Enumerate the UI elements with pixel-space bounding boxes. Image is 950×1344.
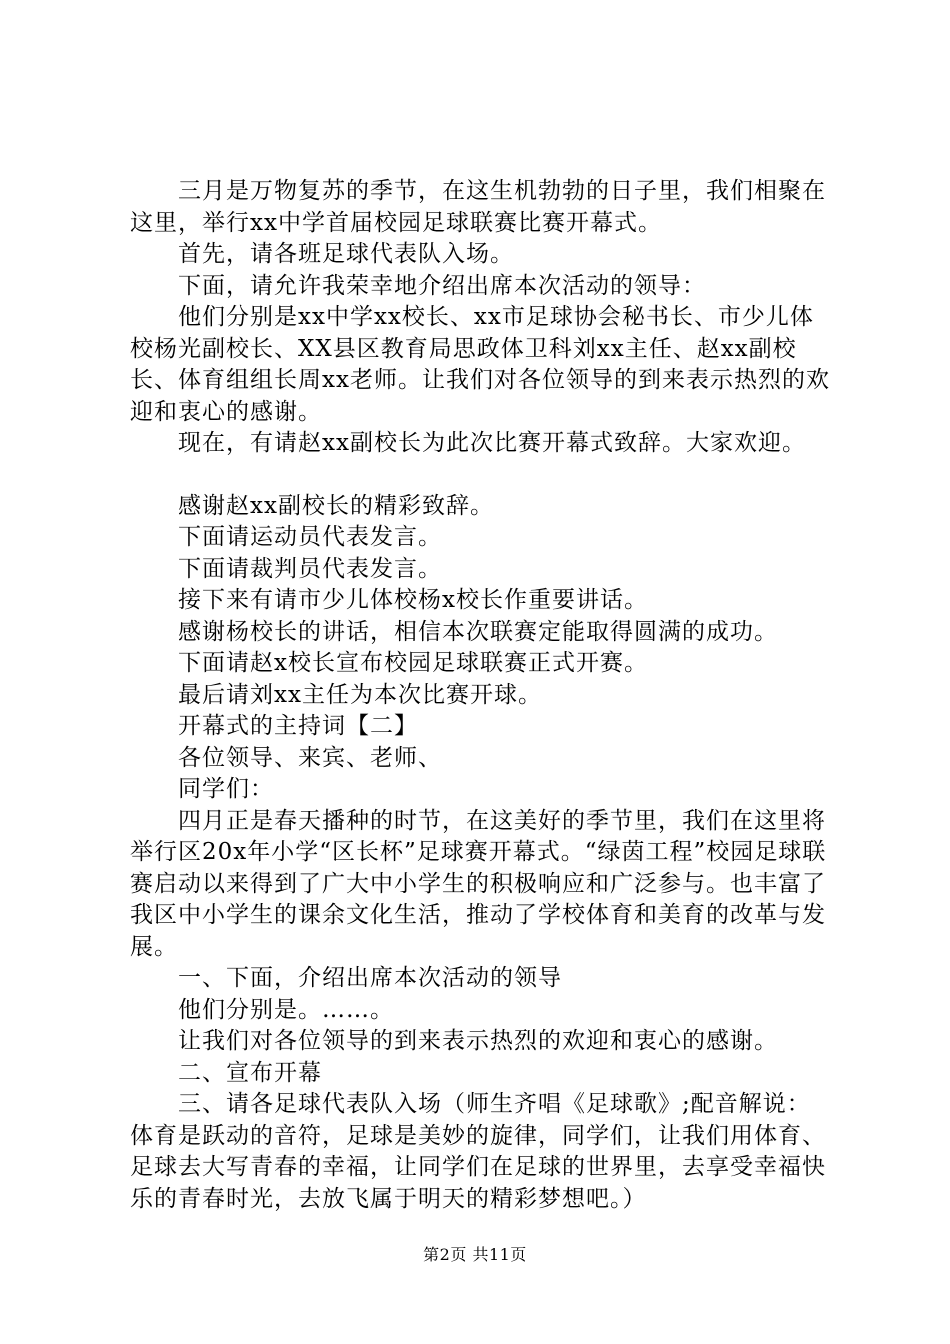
- paragraph-referee-rep: 下面请裁判员代表发言。: [178, 555, 442, 582]
- paragraph-speech-invite: 现在，有请赵xx副校长为此次比赛开幕式致辞。大家欢迎。: [178, 430, 806, 456]
- paragraph-item-three: 三、请各足球代表队入场（师生齐唱《足球歌》;配音解说：体育是跃动的音符，足球是美妙的旋律，同学们，让我们用体育、足球去大写青春的幸福，让同学们在足球的世界里，去享受幸福快乐的青春时光，去放飞属于明天的精彩梦想吧。）: [130, 1091, 826, 1212]
- document-body: [130, 176, 830, 1215]
- paragraph-intro: 三月是万物复苏的季节，在这生机勃勃的日子里，我们相聚在这里，举行xx中学首届校园足球联赛比赛开幕式。: [130, 178, 826, 236]
- paragraph-athlete-rep: 下面请运动员代表发言。: [178, 524, 442, 550]
- paragraph-teams-enter: 首先，请各班足球代表队入场。: [178, 241, 514, 267]
- page-number-footer: 第2页 共11页: [423, 1245, 527, 1264]
- paragraph-announce-start: 下面请赵x校长宣布校园足球联赛正式开赛。: [178, 650, 648, 676]
- paragraph-thanks-speech: 感谢赵xx副校长的精彩致辞。: [178, 492, 494, 519]
- paragraph-item-one: 一、下面，介绍出席本次活动的领导: [178, 965, 562, 991]
- paragraph-thanks-principal: 感谢杨校长的讲话，相信本次联赛定能取得圆满的成功。: [178, 618, 778, 645]
- paragraph-item-two: 二、宣布开幕: [178, 1059, 322, 1086]
- paragraph-greeting-students: 同学们：: [178, 776, 274, 802]
- paragraph-welcome-leaders: 让我们对各位领导的到来表示热烈的欢迎和衷心的感谢。: [178, 1028, 778, 1054]
- paragraph-principal-speech: 接下来有请市少儿体校杨x校长作重要讲话。: [178, 587, 648, 613]
- paragraph-leaders-are: 他们分别是。……。: [178, 996, 394, 1023]
- paragraph-april-intro: 四月正是春天播种的时节，在这美好的季节里，我们在这里将举行区20x年小学“区长杯”足球赛开幕式。“绿茵工程”校园足球联赛启动以来得到了广大中小学生的积极响应和广泛参与。也丰富了我区中小学生的课余文化生活，推动了学校体育和美育的改革与发展。: [130, 807, 827, 960]
- paragraph-kickoff: 最后请刘xx主任为本次比赛开球。: [178, 681, 542, 708]
- paragraph-leaders-list: 他们分别是xx中学xx校长、xx市足球协会秘书长、市少儿体校杨光副校长、XX县区教育局思政体卫科刘xx主任、赵xx副校长、体育组组长周xx老师。让我们对各位领导的到来表示热烈的欢迎和衷心的感谢。: [130, 304, 830, 425]
- paragraph-greeting: 各位领导、来宾、老师、: [178, 744, 442, 771]
- section-heading-two: 开幕式的主持词【二】: [178, 713, 418, 739]
- paragraph-introduce-leaders: 下面，请允许我荣幸地介绍出席本次活动的领导：: [178, 272, 706, 299]
